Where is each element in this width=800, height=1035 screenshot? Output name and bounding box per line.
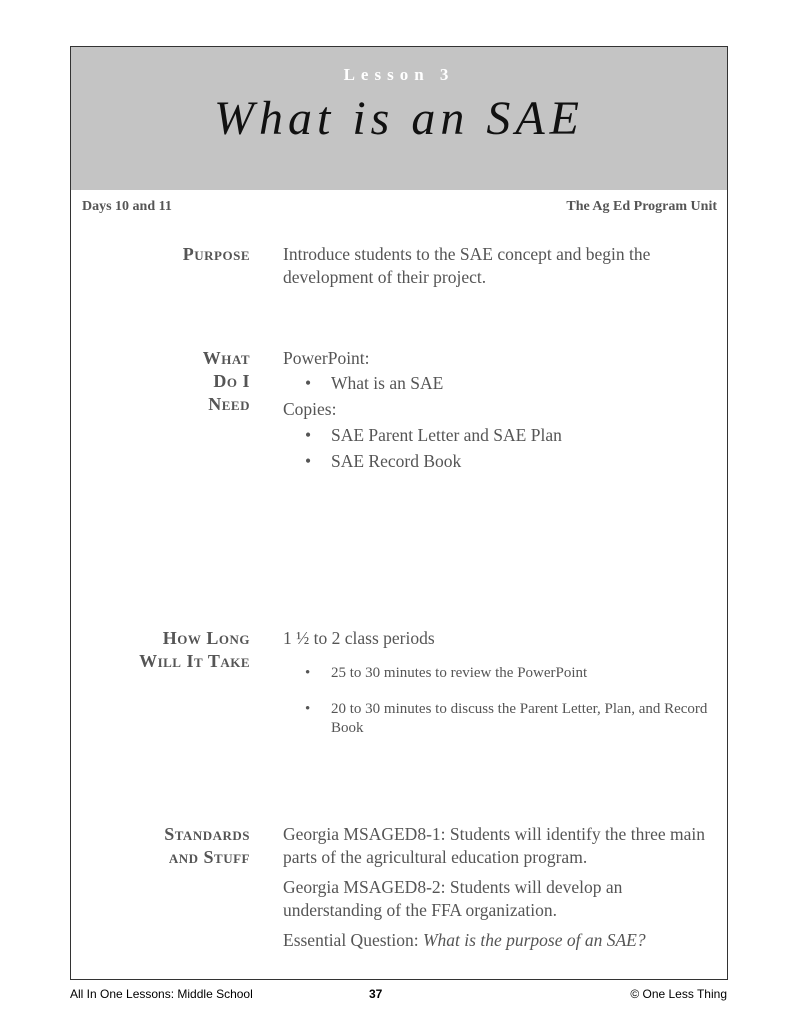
howlong-list (283, 664, 723, 738)
howlong-item: 20 to 30 minutes to discuss the Parent Letter, Plan, and Record Book (331, 701, 708, 736)
powerpoint-item: What is an SAE (331, 373, 444, 393)
howlong-label-line: How Long (162, 628, 250, 648)
powerpoint-heading: PowerPoint: (283, 348, 370, 368)
standard-item: Georgia MSAGED8-1: Students will identify the three main parts of the agricultural education program. (283, 824, 706, 867)
bullet-icon: • (305, 425, 312, 445)
page-title: What is an SAE (214, 92, 584, 145)
howlong-summary: 1 ½ to 2 class periods (283, 628, 435, 648)
lesson-banner (71, 47, 727, 190)
copies-item: SAE Record Book (331, 451, 462, 471)
page-number: 37 (369, 987, 383, 1001)
footer-right: © One Less Thing (630, 987, 727, 1001)
need-label-line: Need (208, 394, 250, 414)
list-item (283, 424, 723, 447)
days-label: Days 10 and 11 (82, 199, 172, 214)
standard-item: Georgia MSAGED8-2: Students will develop an understanding of the FFA organization. (283, 877, 623, 920)
list-item (283, 700, 723, 738)
unit-label: The Ag Ed Program Unit (566, 199, 717, 214)
essential-question (283, 929, 723, 952)
list-item (283, 372, 723, 395)
howlong-label (139, 627, 250, 673)
list-item (283, 450, 723, 473)
copies-heading: Copies: (283, 399, 337, 419)
essential-prefix: Essential Question: (283, 930, 423, 950)
need-label-line: What (202, 348, 250, 368)
howlong-body (283, 627, 723, 755)
howlong-label-line: Will It Take (139, 651, 250, 671)
footer-left: All In One Lessons: Middle School (70, 987, 253, 1001)
need-body (283, 347, 723, 473)
lesson-number: Lesson 3 (343, 65, 455, 84)
list-item (283, 664, 723, 683)
standards-label-line: Standards (164, 824, 250, 844)
howlong-item: 25 to 30 minutes to review the PowerPoint (331, 665, 588, 681)
standards-body (283, 823, 723, 952)
purpose-label (183, 243, 250, 266)
purpose-body (283, 243, 723, 289)
need-label-line: Do I (213, 371, 250, 391)
need-label (203, 347, 250, 416)
purpose-text: Introduce students to the SAE concept and begin the development of their project. (283, 244, 651, 287)
copies-item: SAE Parent Letter and SAE Plan (331, 425, 562, 445)
essential-question-text: What is the purpose of an SAE? (422, 930, 646, 950)
standards-label (164, 823, 250, 869)
bullet-icon: • (305, 665, 311, 681)
bullet-icon: • (305, 451, 312, 471)
purpose-label-text: Purpose (182, 244, 250, 264)
page-frame (70, 46, 728, 980)
standards-label-line: and Stuff (168, 847, 250, 867)
bullet-icon: • (305, 701, 311, 717)
bullet-icon: • (305, 373, 312, 393)
